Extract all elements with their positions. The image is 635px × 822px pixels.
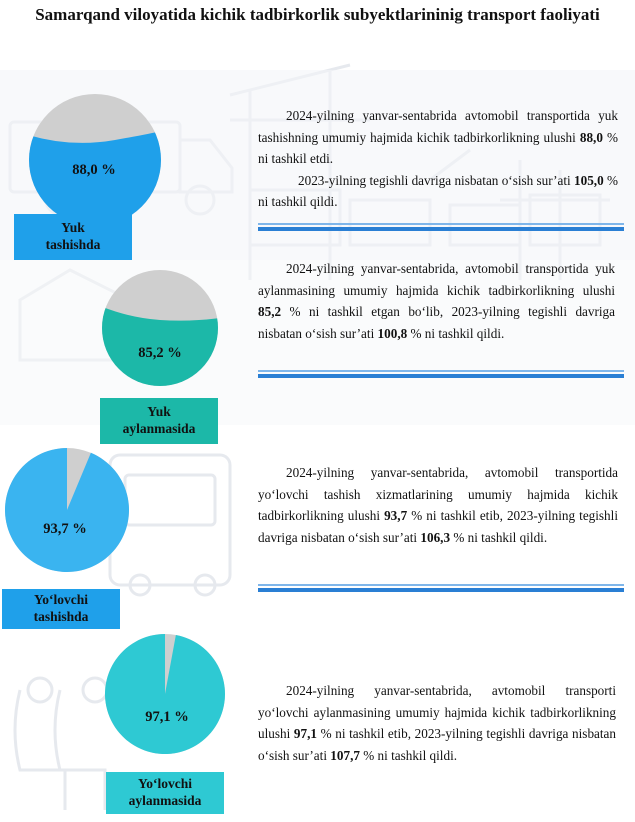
section-divider [258,227,624,231]
category-label-yolovchi-aylanmasida [106,772,224,814]
category-label-yuk-tashishda [14,214,132,260]
label-line-1: Yo‘lovchi [138,776,192,791]
para-line: 2023-yilning tegishli davriga nisbatan o‘sish sur’ati 105,0 % ni tashkil qildi. [258,172,618,209]
para-line: 2024-yilning yanvar-sentabrida avtomobil transportida yuk tashishning umumiy hajmida kichik tadbirkorlikning ulushi 88,0 % ni tashkil etdi. [258,108,618,166]
pie-chart-yolovchi-aylanmasida [103,632,227,756]
para-line: 2024-yilning yanvar-sentabrida, avtomobil transportida yo‘lovchi tashish xizmatlarining umumiy hajmida kichik tadbirkorlikning ulushi 93,7 % ni tashkil etib, 2023-yilning tegishli davriga nisbatan o‘sish sur’ati 106,3 % ni tashkil qildi. [258,465,618,545]
label-line-1: Yuk [147,404,171,419]
label-line-1: Yuk [61,220,85,235]
category-label-yuk-aylanmasida [100,398,218,444]
para-line: 2024-yilning yanvar-sentabrida, avtomobil transportida yuk aylanmasining umumiy hajmida kichik tadbirkorlikning ulushi 85,2 % ni tashkil etgan bo‘lib, 2023-yilning tegishli davriga nisbatan o‘sish sur’ati 100,8 % ni tashkil qildi. [258,261,615,341]
paragraph-yolovchi-aylanmasida [258,680,616,766]
label-line-2: aylanmasida [122,421,196,436]
paragraph-yolovchi-tashishda [258,462,618,548]
pie-share [5,448,129,572]
pie-share [105,634,225,754]
pie-value-label: 97,1 % [145,709,189,725]
page-title: Samarqand viloyatida kichik tadbirkorlik subyektlarininig transport faoliyati [35,5,600,24]
label-line-2: tashishda [33,609,89,624]
pie-value-label: 93,7 % [43,521,87,537]
category-label-yolovchi-tashishda [2,589,120,629]
pie-value-label: 85,2 % [138,345,182,361]
paragraph-yuk-tashishda [258,105,618,213]
label-line-1: Yo‘lovchi [34,592,88,607]
label-line-2: aylanmasida [128,793,202,808]
pie-value-label: 88,0 % [72,162,116,178]
paragraph-yuk-aylanmasida [258,258,615,344]
pie-chart-yolovchi-tashishda [2,445,132,575]
section-divider [258,588,624,592]
para-line: 2024-yilning yanvar-sentabrida, avtomobil transporti yo‘lovchi aylanmasining umumiy hajmida kichik tadbirkorlikning ulushi 97,1 % ni tashkil etib, 2023-yilning tegishli davriga nisbatan o‘sish sur’ati 107,7 % ni tashkil qildi. [258,683,616,763]
section-divider [258,374,624,378]
pie-chart-yuk-tashishda [25,90,165,230]
pie-chart-yuk-aylanmasida [100,268,220,388]
label-line-2: tashishda [45,237,101,252]
